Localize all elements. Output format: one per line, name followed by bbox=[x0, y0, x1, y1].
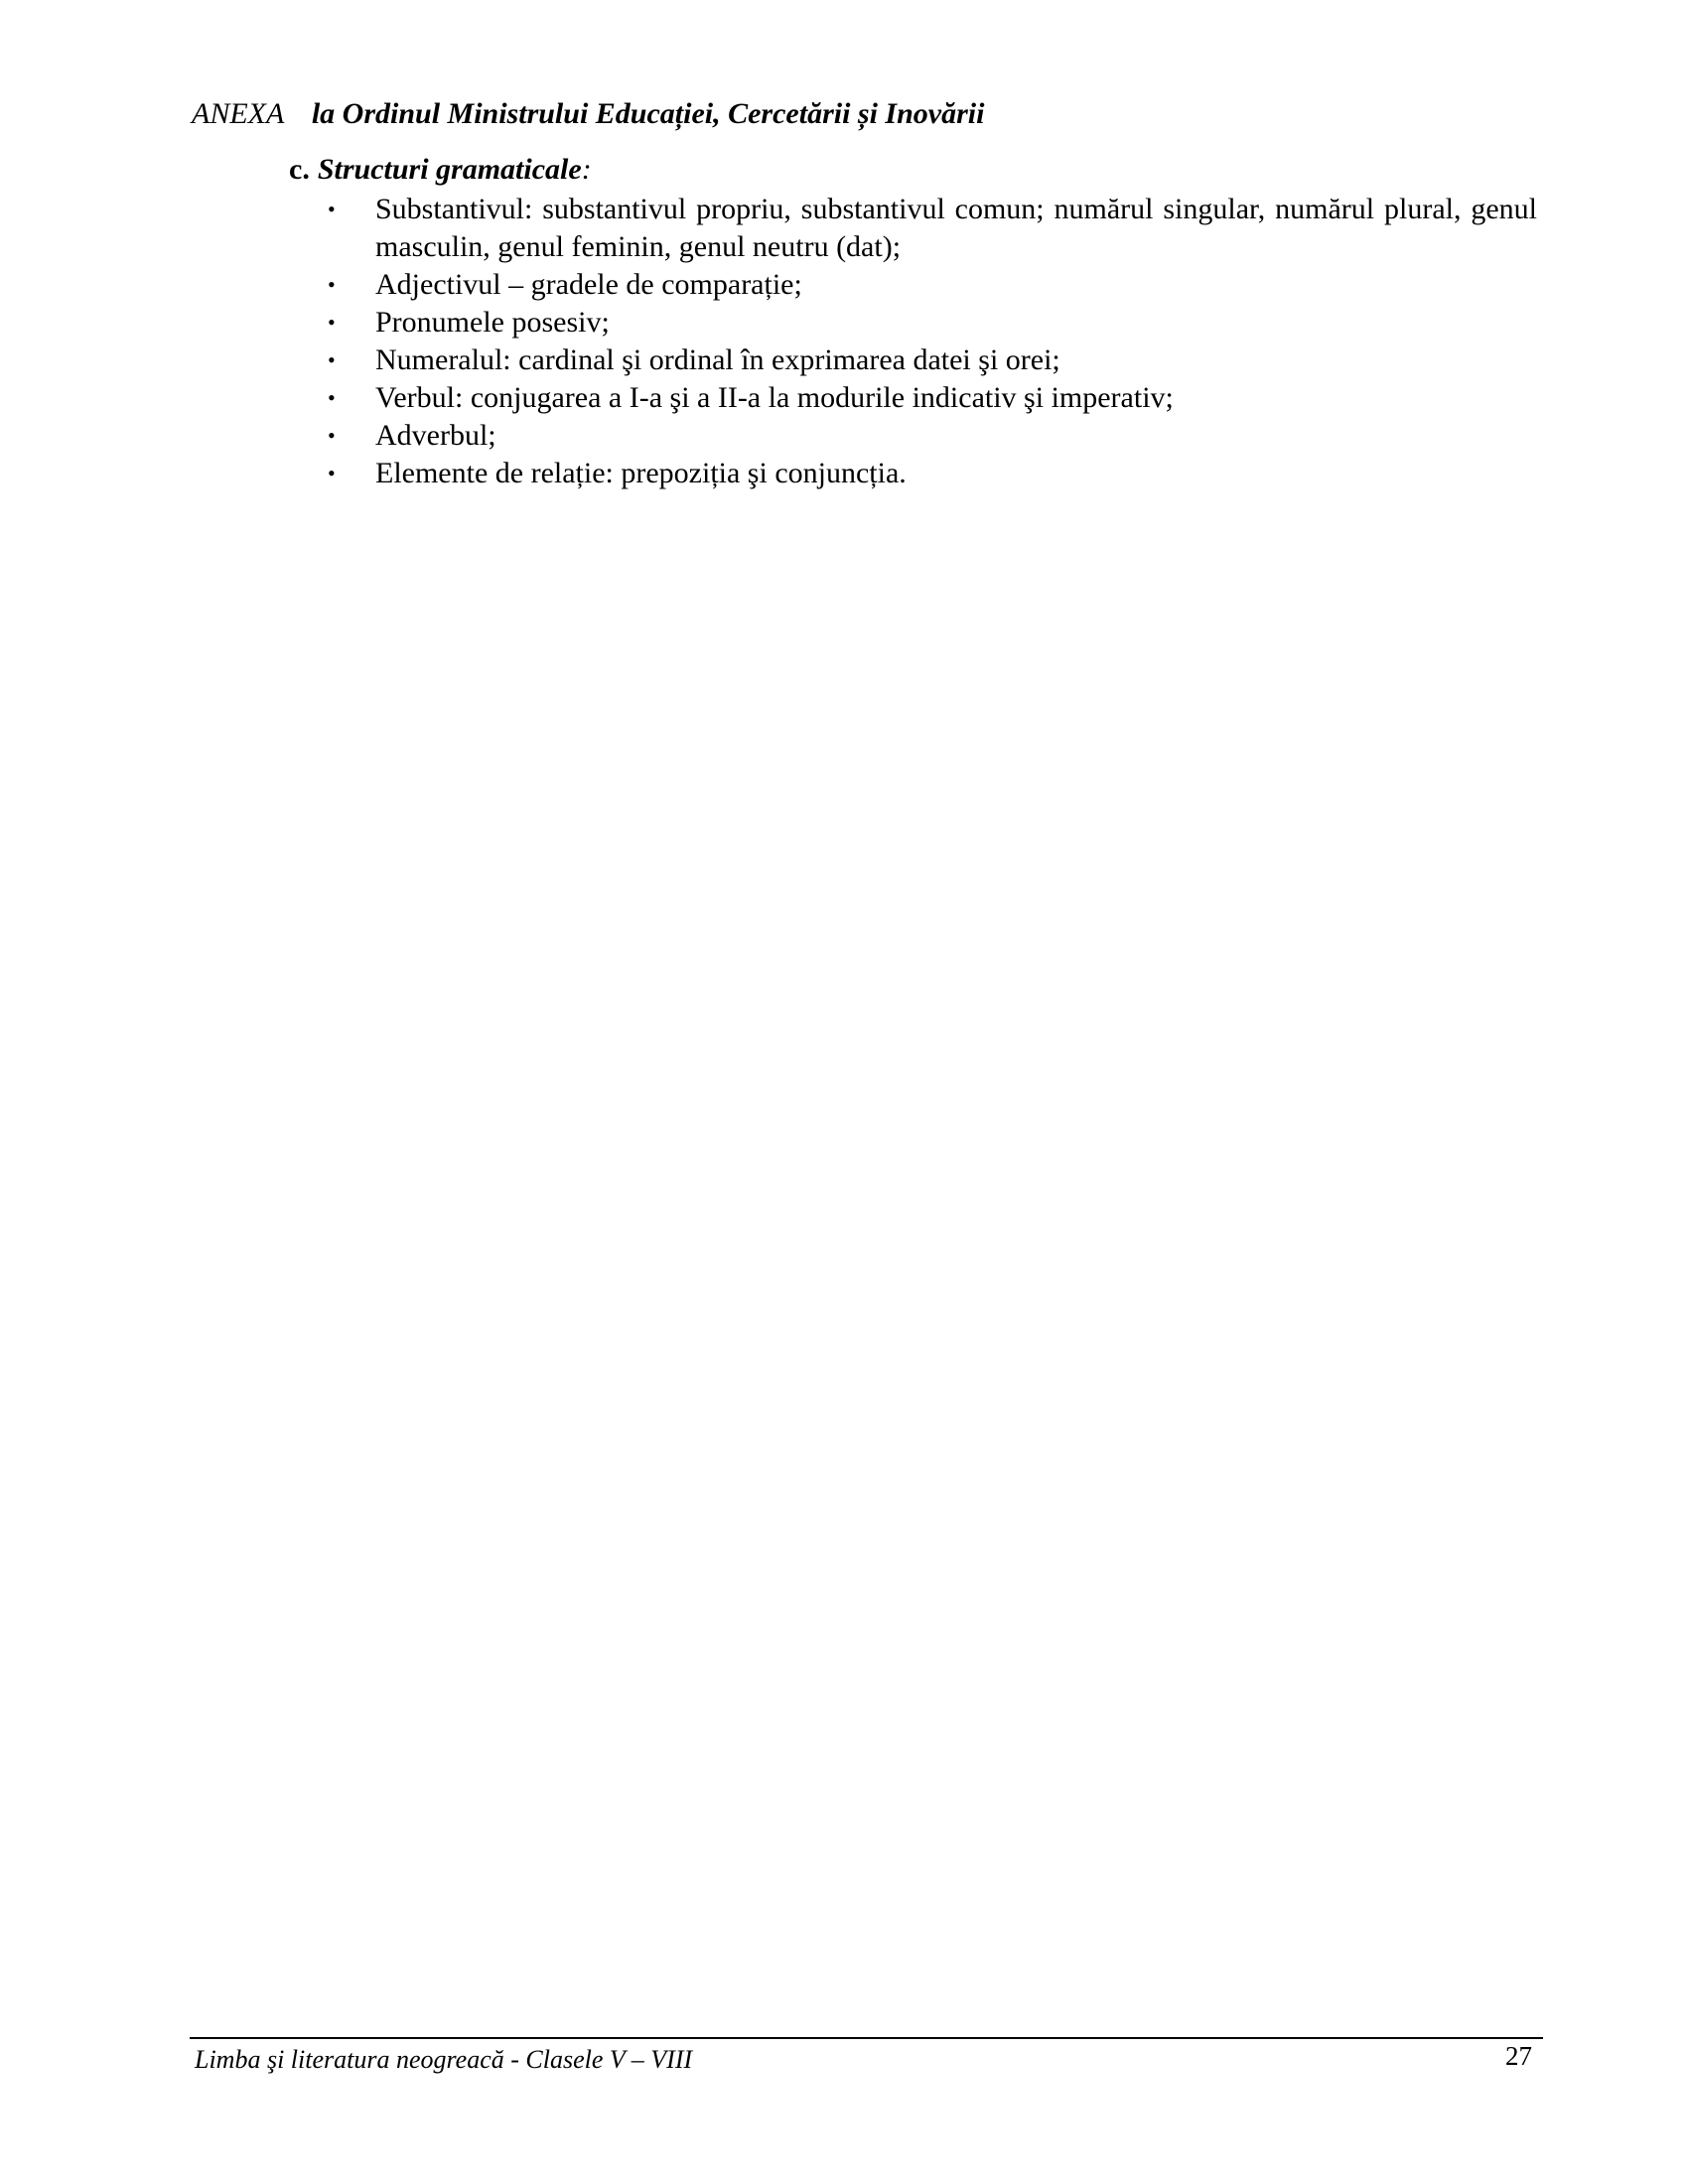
list-item-text: Pronumele posesiv; bbox=[375, 306, 610, 339]
bullet-icon: • bbox=[328, 461, 336, 485]
footer-divider bbox=[190, 2037, 1543, 2039]
bullet-icon: • bbox=[328, 347, 336, 372]
bullet-icon: • bbox=[328, 385, 336, 410]
list-item bbox=[316, 341, 1537, 379]
page-header bbox=[192, 97, 984, 131]
list-item bbox=[316, 379, 1537, 417]
header-order-title: la Ordinul Ministrului Educației, Cercetării și Inovării bbox=[311, 97, 985, 130]
header-anexa-label: ANEXA bbox=[192, 97, 285, 130]
list-item-text: Adjectivul – gradele de comparație; bbox=[375, 268, 802, 301]
footer-title: Limba şi literatura neogreacă - Clasele V – VIII bbox=[195, 2045, 693, 2074]
bullet-icon: • bbox=[328, 197, 336, 221]
section-heading bbox=[289, 153, 592, 187]
section-colon: : bbox=[581, 153, 592, 186]
list-item bbox=[316, 417, 1537, 455]
list-item-text: Elemente de relație: prepoziția şi conjuncția. bbox=[375, 457, 907, 489]
list-item-text: Verbul: conjugarea a I-a şi a II-a la modurile indicativ şi imperativ; bbox=[375, 381, 1174, 414]
bullet-icon: • bbox=[328, 423, 336, 448]
grammar-structures-list bbox=[316, 191, 1537, 492]
list-item bbox=[316, 266, 1537, 304]
page-number: 27 bbox=[1505, 2041, 1532, 2071]
list-item-text: Adverbul; bbox=[375, 419, 496, 452]
list-item bbox=[316, 304, 1537, 341]
list-item-text: Numeralul: cardinal şi ordinal în exprimarea datei şi orei; bbox=[375, 343, 1060, 376]
section-title: Structuri gramaticale bbox=[317, 153, 582, 186]
bullet-icon: • bbox=[328, 310, 336, 335]
list-item-text: Substantivul: substantivul propriu, substantivul comun; numărul singular, numărul plural, genul masculin, genul feminin, genul neutru (dat); bbox=[375, 193, 1537, 263]
list-item bbox=[316, 455, 1537, 492]
list-item bbox=[316, 191, 1537, 266]
section-letter: c. bbox=[289, 153, 310, 186]
bullet-icon: • bbox=[328, 272, 336, 297]
